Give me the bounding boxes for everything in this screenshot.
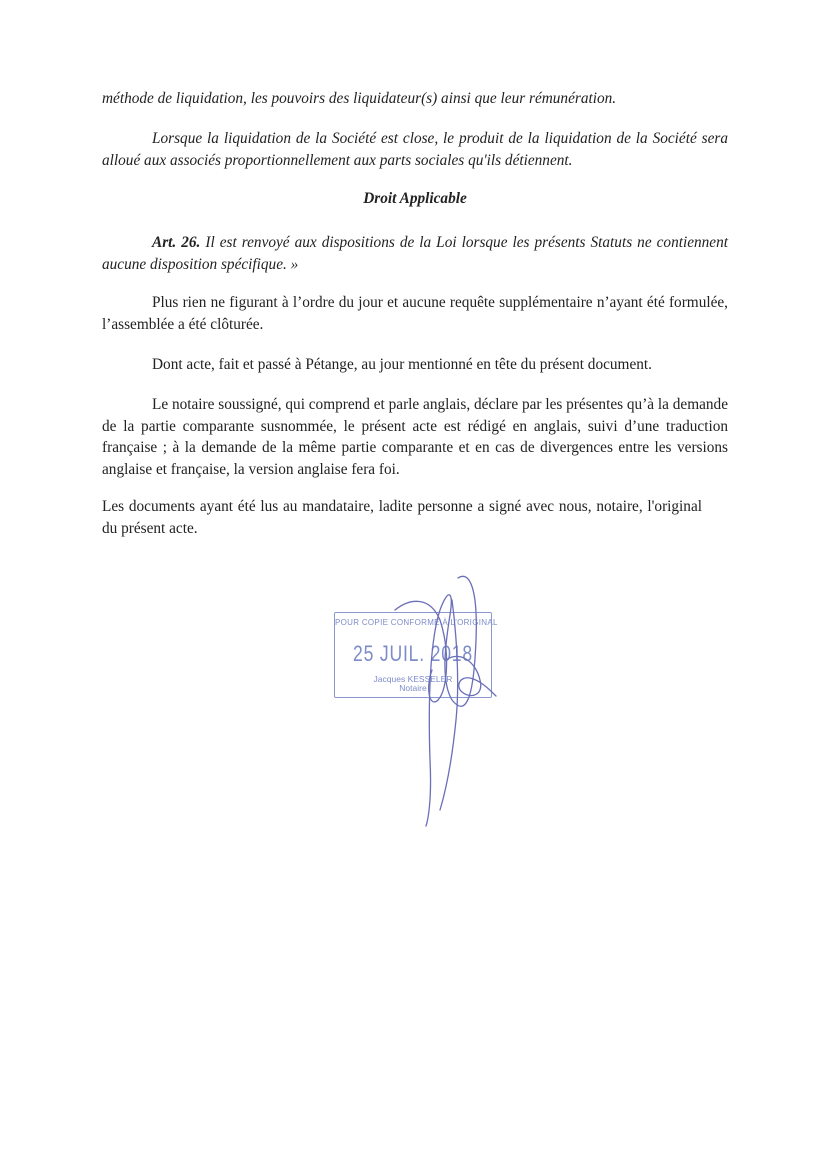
stamp-date: 25 JUIL. 2018 — [353, 641, 473, 666]
stamp-notary-name: Jacques KESSELER — [373, 674, 453, 684]
paragraph-article-26 — [102, 232, 728, 275]
heading-droit-applicable: Droit Applicable — [363, 190, 467, 207]
article-26-text: Il est renvoyé aux dispositions de la Loi lorsque les présents Statuts ne contiennent aucune disposition spécifique. » — [102, 234, 728, 273]
paragraph-liquidation-method: méthode de liquidation, les pouvoirs des liquidateur(s) ainsi que leur rémunération. — [102, 90, 617, 107]
paragraph-documents-signed: Les documents ayant été lus au mandataire, ladite personne a signé avec nous, notaire, l'original du présent acte. — [102, 498, 702, 537]
paragraph-cloture: Plus rien ne figurant à l’ordre du jour et aucune requête supplémentaire n’ayant été formulée, l’assemblée a été clôturée. — [102, 294, 728, 333]
paragraph-dont-acte: Dont acte, fait et passé à Pétange, au jour mentionné en tête du présent document. — [152, 356, 652, 373]
article-26-label: Art. 26. — [152, 234, 201, 251]
notary-stamp — [334, 612, 498, 698]
paragraph-liquidation-proceeds: Lorsque la liquidation de la Société est close, le produit de la liquidation de la Société sera alloué aux associés proportionnellement aux parts sociales qu'ils détiennent. — [102, 130, 728, 169]
stamp-notary-name-block — [335, 675, 491, 693]
paragraph-notaire-language: Le notaire soussigné, qui comprend et parle anglais, déclare par les présentes qu’à la demande de la partie comparante susnommée, le présent acte est rédigé en anglais, suivi d’une traduction française ; à la demande de la même partie comparante et en cas de divergences entre les versions anglaise et française, la version anglaise fera foi. — [102, 396, 728, 478]
stamp-conformity-text: POUR COPIE CONFORME À L'ORIGINAL — [335, 618, 498, 627]
stamp-notary-title: Notaire — [399, 683, 427, 693]
